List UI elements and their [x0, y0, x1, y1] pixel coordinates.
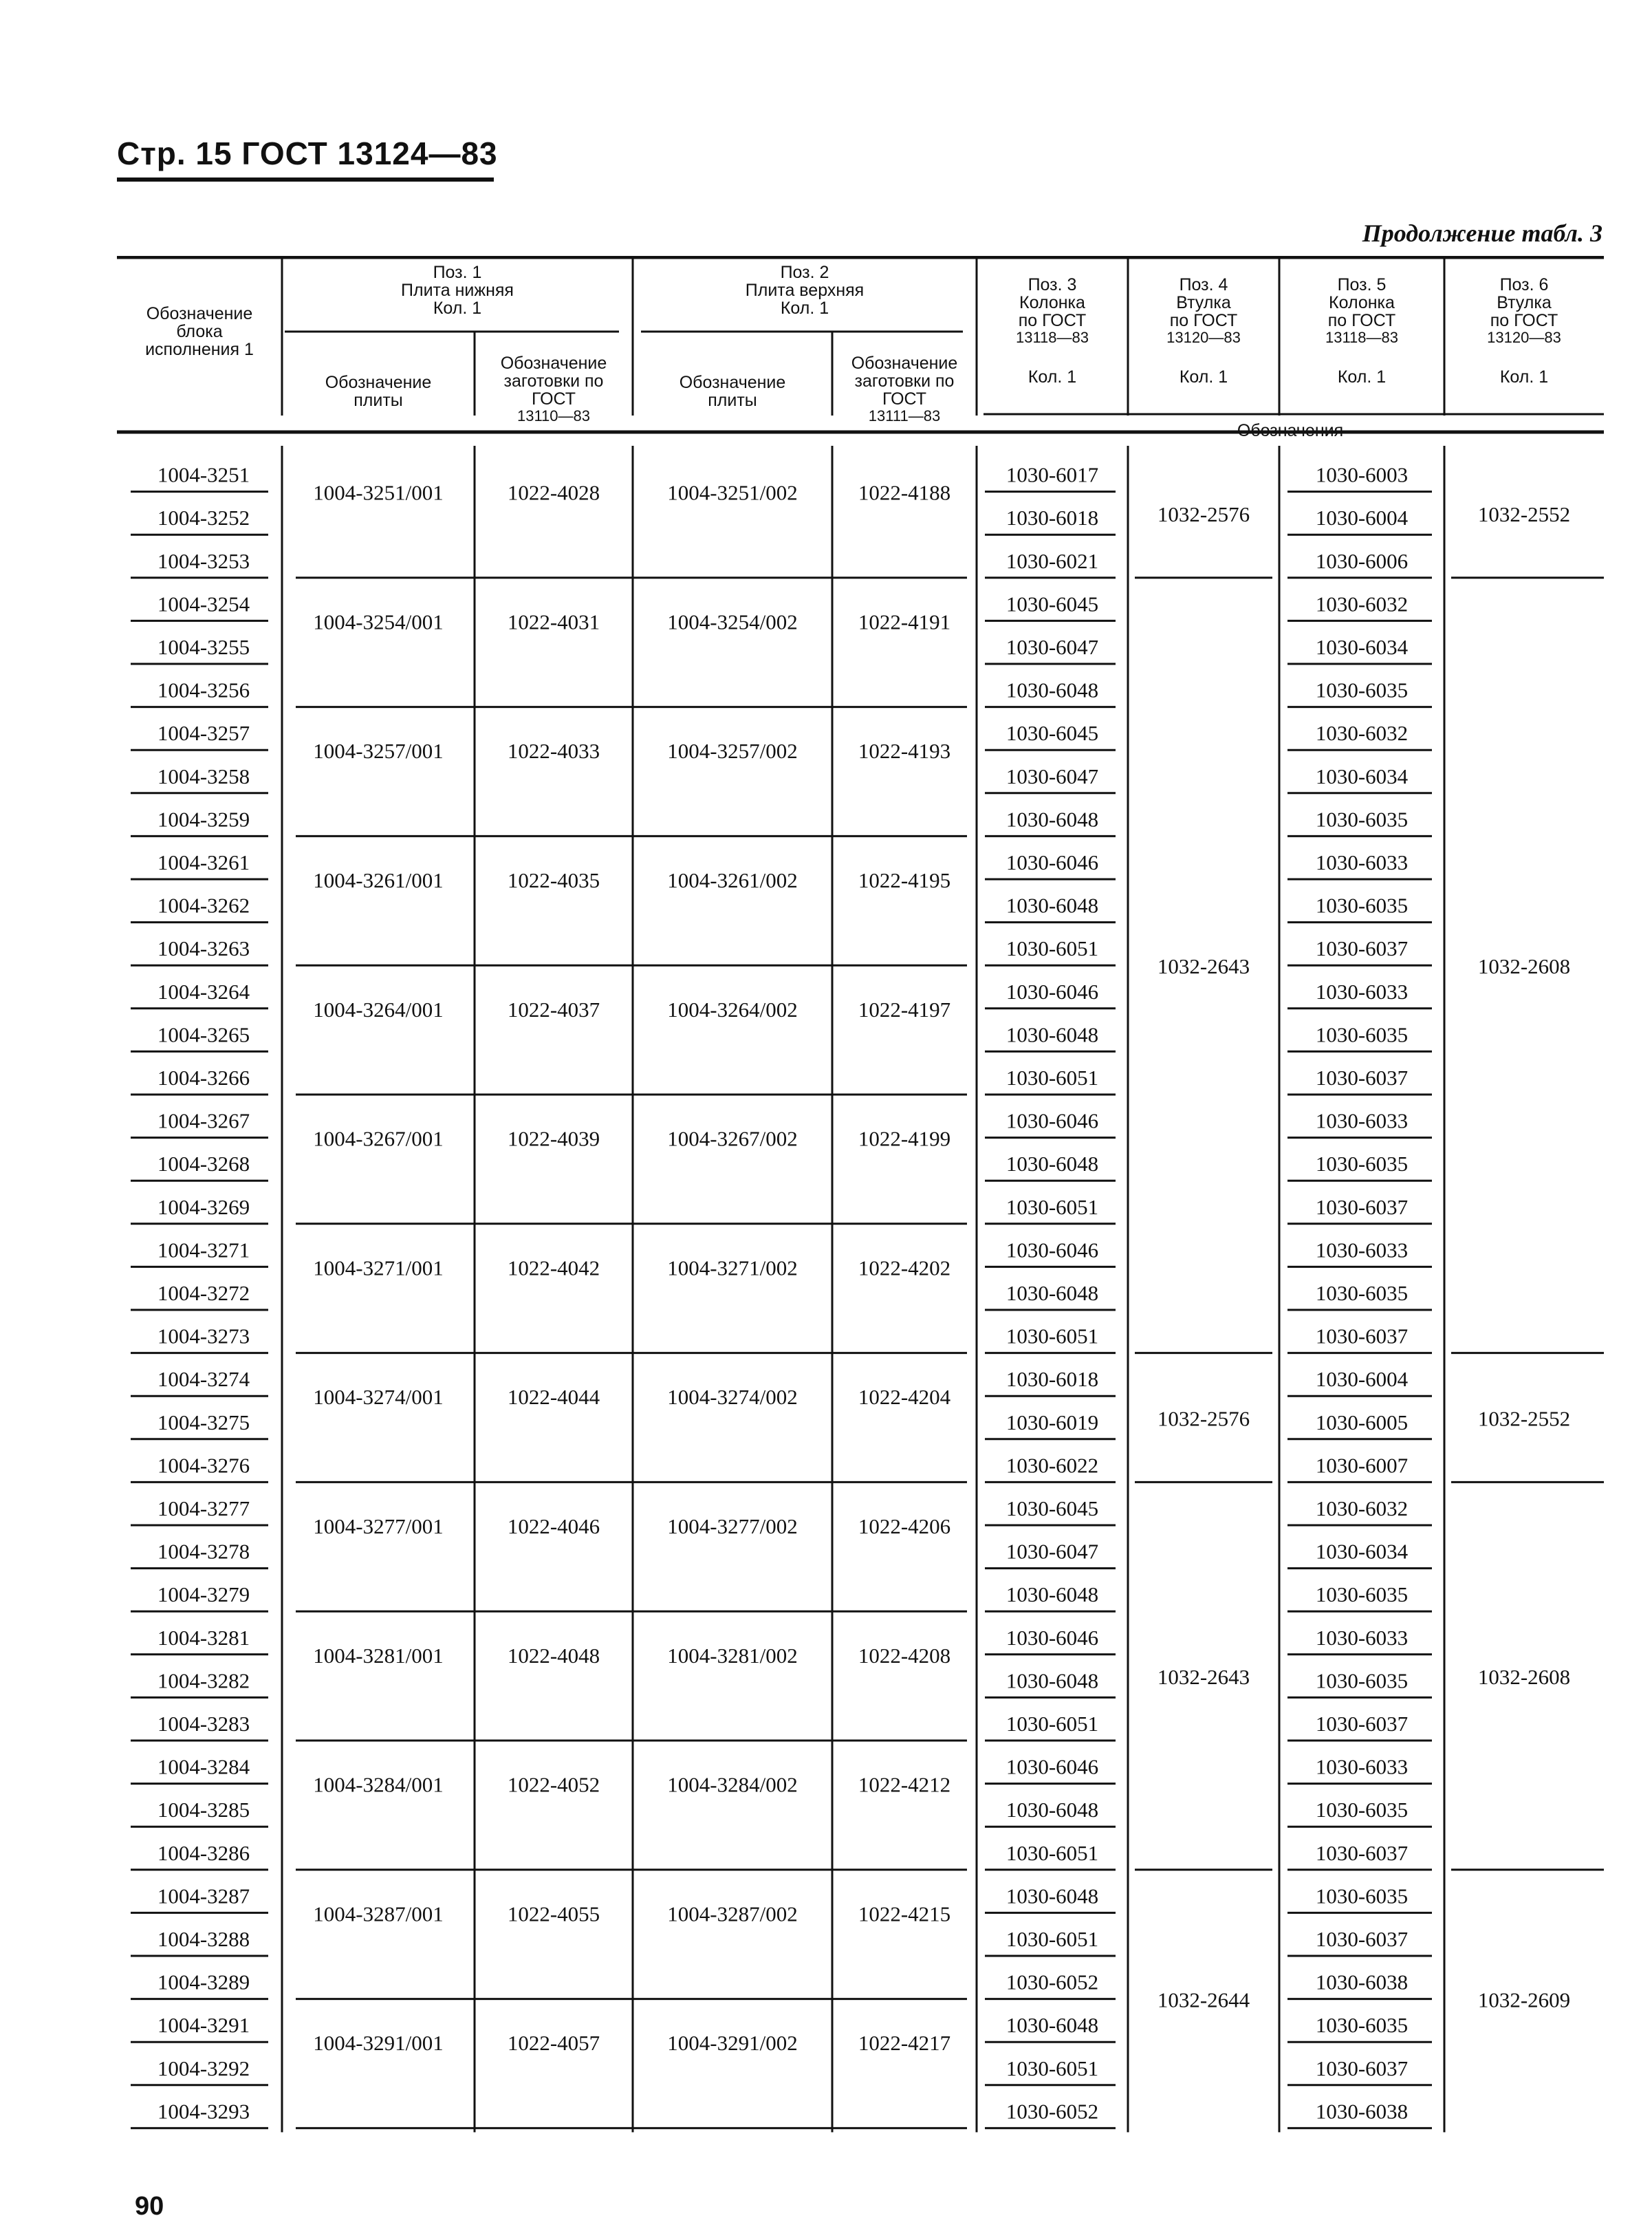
blank-lower-cell: 1022-4033	[507, 739, 600, 764]
pos3-cell: 1030-6045	[1006, 721, 1099, 746]
blank-upper-cell: 1022-4215	[858, 1902, 951, 1926]
pos5-num: 13118—83	[1325, 329, 1399, 346]
pos5-cell: 1030-6035	[1315, 2013, 1409, 2038]
pos4-cell: 1032-2644	[1157, 1988, 1250, 2012]
blank-upper-cell: 1022-4206	[858, 1514, 951, 1538]
block-cell: 1004-3287	[157, 1884, 250, 1908]
block-cell: 1004-3274	[157, 1367, 250, 1392]
block-cell: 1004-3259	[157, 807, 250, 832]
pos5-cell: 1030-6006	[1315, 548, 1409, 573]
pos5-cell: 1030-6032	[1315, 592, 1409, 616]
pos5-cell: 1030-6035	[1315, 1582, 1409, 1607]
pos5-cell: 1030-6037	[1315, 2056, 1409, 2080]
pos6-cell: 1032-2552	[1477, 502, 1571, 526]
pos2-sub1: Обозначение	[679, 373, 786, 392]
pos5-cell: 1030-6007	[1315, 1453, 1409, 1478]
block-cell: 1004-3289	[157, 1970, 250, 1994]
block-cell: 1004-3293	[157, 2099, 250, 2124]
pos6-std: по ГОСТ	[1490, 311, 1558, 330]
pos5-cell: 1030-6035	[1315, 1152, 1409, 1176]
pos5-cell: 1030-6033	[1315, 850, 1409, 874]
blank-lower-cell: 1022-4055	[507, 1902, 600, 1926]
pos4-std: по ГОСТ	[1169, 311, 1238, 330]
pos5-cell: 1030-6037	[1315, 1194, 1409, 1219]
pos3-cell: 1030-6048	[1006, 1582, 1099, 1607]
pos3-cell: 1030-6052	[1006, 2099, 1099, 2124]
plate-lower-cell: 1004-3284/001	[313, 1772, 444, 1797]
block-cell: 1004-3291	[157, 2013, 250, 2038]
blank-upper-cell: 1022-4188	[858, 480, 951, 505]
pos5-cell: 1030-6035	[1315, 807, 1409, 832]
block-cell: 1004-3271	[157, 1238, 250, 1262]
pos4-title: Поз. 4	[1179, 275, 1228, 294]
pos1-sub2: Обозначение	[500, 354, 607, 373]
pos5-title: Поз. 5	[1337, 275, 1387, 294]
blank-upper-cell: 1022-4191	[858, 610, 951, 634]
pos3-cell: 1030-6048	[1006, 1884, 1099, 1908]
blank-lower-cell: 1022-4037	[507, 997, 600, 1022]
block-cell: 1004-3257	[157, 721, 250, 746]
pos6-cell: 1032-2608	[1477, 1665, 1571, 1690]
pos5-cell: 1030-6035	[1315, 1668, 1409, 1693]
block-cell: 1004-3278	[157, 1539, 250, 1564]
pos3-cell: 1030-6046	[1006, 1625, 1099, 1650]
blank-lower-cell: 1022-4057	[507, 2031, 600, 2056]
pos5-cell: 1030-6035	[1315, 1884, 1409, 1908]
pos5-cell: 1030-6037	[1315, 1066, 1409, 1090]
pos2-sub2: Обозначение	[851, 354, 958, 373]
pos5-cell: 1030-6033	[1315, 1238, 1409, 1262]
pos5-name: Колонка	[1329, 293, 1395, 312]
pos5-cell: 1030-6035	[1315, 1798, 1409, 1822]
pos5-cell: 1030-6032	[1315, 1496, 1409, 1520]
plate-lower-cell: 1004-3281/001	[313, 1643, 444, 1668]
pos5-cell: 1030-6033	[1315, 1754, 1409, 1779]
blank-lower-cell: 1022-4044	[507, 1385, 600, 1410]
pos3-cell: 1030-6048	[1006, 1798, 1099, 1822]
pos5-cell: 1030-6034	[1315, 635, 1409, 659]
pos3-cell: 1030-6051	[1006, 1066, 1099, 1090]
block-cell: 1004-3256	[157, 678, 250, 702]
blank-upper-cell: 1022-4197	[858, 997, 951, 1022]
pos3-cell: 1030-6018	[1006, 1367, 1099, 1392]
pos5-cell: 1030-6005	[1315, 1410, 1409, 1434]
block-cell: 1004-3251	[157, 462, 250, 487]
col-header-block: исполнения 1	[145, 340, 254, 359]
pos1-sub2: 13110—83	[517, 407, 591, 424]
plate-upper-cell: 1004-3271/002	[667, 1256, 798, 1280]
pos2-sub2: 13111—83	[868, 407, 941, 424]
pos5-cell: 1030-6033	[1315, 1108, 1409, 1133]
pos2-sub1: плиты	[708, 391, 757, 410]
pos5-cell: 1030-6034	[1315, 764, 1409, 788]
pos3-cell: 1030-6051	[1006, 1927, 1099, 1951]
block-cell: 1004-3283	[157, 1712, 250, 1736]
pos3-cell: 1030-6046	[1006, 1754, 1099, 1779]
pos5-cell: 1030-6035	[1315, 1281, 1409, 1305]
block-cell: 1004-3261	[157, 850, 250, 874]
pos5-cell: 1030-6035	[1315, 678, 1409, 702]
plate-upper-cell: 1004-3267/002	[667, 1126, 798, 1151]
pos4-cell: 1032-2576	[1157, 1406, 1250, 1431]
pos3-name: Колонка	[1019, 293, 1085, 312]
pos3-cell: 1030-6048	[1006, 807, 1099, 832]
plate-upper-cell: 1004-3261/002	[667, 868, 798, 892]
block-cell: 1004-3264	[157, 979, 250, 1004]
pos6-num: 13120—83	[1487, 329, 1561, 346]
block-cell: 1004-3268	[157, 1152, 250, 1176]
pos3-cell: 1030-6046	[1006, 1238, 1099, 1262]
blank-upper-cell: 1022-4202	[858, 1256, 951, 1280]
block-cell: 1004-3273	[157, 1324, 250, 1348]
plate-lower-cell: 1004-3251/001	[313, 480, 444, 505]
blank-lower-cell: 1022-4028	[507, 480, 600, 505]
block-cell: 1004-3279	[157, 1582, 250, 1607]
block-cell: 1004-3263	[157, 936, 250, 961]
pos3-cell: 1030-6045	[1006, 1496, 1099, 1520]
pos3-cell: 1030-6019	[1006, 1410, 1099, 1434]
blank-upper-cell: 1022-4195	[858, 868, 951, 892]
pos3-cell: 1030-6048	[1006, 1281, 1099, 1305]
pos3-cell: 1030-6048	[1006, 1022, 1099, 1047]
pos1-sub1: плиты	[354, 391, 403, 410]
pos5-cell: 1030-6037	[1315, 1324, 1409, 1348]
pos3-cell: 1030-6018	[1006, 506, 1099, 530]
plate-lower-cell: 1004-3261/001	[313, 868, 444, 892]
block-cell: 1004-3281	[157, 1625, 250, 1650]
spec-table	[117, 256, 1604, 2141]
blank-lower-cell: 1022-4046	[507, 1514, 600, 1538]
pos3-cell: 1030-6051	[1006, 1712, 1099, 1736]
pos5-cell: 1030-6038	[1315, 1970, 1409, 1994]
block-cell: 1004-3265	[157, 1022, 250, 1047]
block-cell: 1004-3275	[157, 1410, 250, 1434]
pos6-qty: Кол. 1	[1499, 367, 1549, 387]
blank-lower-cell: 1022-4048	[507, 1643, 600, 1668]
pos3-title: Поз. 3	[1028, 275, 1077, 294]
plate-lower-cell: 1004-3277/001	[313, 1514, 444, 1538]
pos1-sub2: заготовки по	[503, 371, 604, 391]
pos3-cell: 1030-6017	[1006, 462, 1099, 487]
blank-upper-cell: 1022-4193	[858, 739, 951, 764]
pos6-cell: 1032-2608	[1477, 954, 1571, 979]
blank-lower-cell: 1022-4031	[507, 610, 600, 634]
pos5-std: по ГОСТ	[1327, 311, 1396, 330]
block-cell: 1004-3267	[157, 1108, 250, 1133]
pos5-cell: 1030-6037	[1315, 1840, 1409, 1865]
pos3-cell: 1030-6047	[1006, 635, 1099, 659]
block-cell: 1004-3253	[157, 548, 250, 573]
plate-upper-cell: 1004-3251/002	[667, 480, 798, 505]
pos2-sub2: ГОСТ	[882, 389, 927, 409]
plate-lower-cell: 1004-3267/001	[313, 1126, 444, 1151]
plate-upper-cell: 1004-3254/002	[667, 610, 798, 634]
pos3-cell: 1030-6048	[1006, 893, 1099, 918]
plate-lower-cell: 1004-3287/001	[313, 1902, 444, 1926]
pos3-cell: 1030-6046	[1006, 850, 1099, 874]
pos5-cell: 1030-6032	[1315, 721, 1409, 746]
block-cell: 1004-3255	[157, 635, 250, 659]
plate-lower-cell: 1004-3291/001	[313, 2031, 444, 2056]
pos3-cell: 1030-6045	[1006, 592, 1099, 616]
pos5-cell: 1030-6037	[1315, 1712, 1409, 1736]
plate-upper-cell: 1004-3281/002	[667, 1643, 798, 1668]
pos1-title: Поз. 1	[433, 263, 482, 282]
spec-table-svg	[117, 256, 1604, 2141]
pos3-cell: 1030-6048	[1006, 1152, 1099, 1176]
header-underline	[117, 177, 494, 182]
pos1-name: Плита нижняя	[401, 281, 514, 300]
block-cell: 1004-3285	[157, 1798, 250, 1822]
pos2-qty: Кол. 1	[780, 299, 829, 318]
pos1-sub2: ГОСТ	[531, 389, 576, 409]
pos6-name: Втулка	[1497, 293, 1552, 312]
plate-lower-cell: 1004-3257/001	[313, 739, 444, 764]
plate-upper-cell: 1004-3277/002	[667, 1514, 798, 1538]
col-header-block: блока	[176, 322, 223, 341]
page-header: Стр. 15 ГОСТ 13124—83	[117, 136, 498, 171]
plate-upper-cell: 1004-3264/002	[667, 997, 798, 1022]
block-cell: 1004-3292	[157, 2056, 250, 2080]
blank-upper-cell: 1022-4212	[858, 1772, 951, 1797]
blank-upper-cell: 1022-4204	[858, 1385, 951, 1410]
pos3-cell: 1030-6051	[1006, 936, 1099, 961]
pos3-cell: 1030-6051	[1006, 2056, 1099, 2080]
pos6-cell: 1032-2609	[1477, 1988, 1571, 2012]
col-header-block: Обозначение	[146, 304, 253, 323]
pos5-cell: 1030-6004	[1315, 506, 1409, 530]
pos3-cell: 1030-6051	[1006, 1194, 1099, 1219]
plate-upper-cell: 1004-3284/002	[667, 1772, 798, 1797]
pos3-std: по ГОСТ	[1018, 311, 1087, 330]
pos3-cell: 1030-6048	[1006, 1668, 1099, 1693]
pos2-sub2: заготовки по	[854, 371, 955, 391]
pos4-cell: 1032-2643	[1157, 1665, 1250, 1690]
plate-lower-cell: 1004-3254/001	[313, 610, 444, 634]
pos3-num: 13118—83	[1015, 329, 1089, 346]
block-cell: 1004-3282	[157, 1668, 250, 1693]
plate-lower-cell: 1004-3271/001	[313, 1256, 444, 1280]
blank-upper-cell: 1022-4199	[858, 1126, 951, 1151]
pos5-cell: 1030-6037	[1315, 1927, 1409, 1951]
blank-lower-cell: 1022-4052	[507, 1772, 600, 1797]
plate-upper-cell: 1004-3287/002	[667, 1902, 798, 1926]
oboznacheniya-label: Обозначения	[1237, 421, 1344, 440]
block-cell: 1004-3258	[157, 764, 250, 788]
pos3-cell: 1030-6048	[1006, 2013, 1099, 2038]
pos3-cell: 1030-6052	[1006, 1970, 1099, 1994]
blank-lower-cell: 1022-4039	[507, 1126, 600, 1151]
pos4-qty: Кол. 1	[1179, 367, 1228, 387]
pos5-cell: 1030-6037	[1315, 936, 1409, 961]
pos4-num: 13120—83	[1166, 329, 1241, 346]
pos3-cell: 1030-6021	[1006, 548, 1099, 573]
pos3-cell: 1030-6046	[1006, 979, 1099, 1004]
pos3-qty: Кол. 1	[1028, 367, 1077, 387]
pos5-cell: 1030-6035	[1315, 1022, 1409, 1047]
block-cell: 1004-3286	[157, 1840, 250, 1865]
pos5-qty: Кол. 1	[1337, 367, 1387, 387]
block-cell: 1004-3276	[157, 1453, 250, 1478]
pos1-qty: Кол. 1	[433, 299, 482, 318]
pos5-cell: 1030-6038	[1315, 2099, 1409, 2124]
pos3-cell: 1030-6051	[1006, 1840, 1099, 1865]
pos4-cell: 1032-2576	[1157, 502, 1250, 526]
blank-lower-cell: 1022-4035	[507, 868, 600, 892]
pos6-cell: 1032-2552	[1477, 1406, 1571, 1431]
pos5-cell: 1030-6003	[1315, 462, 1409, 487]
pos5-cell: 1030-6035	[1315, 893, 1409, 918]
pos3-cell: 1030-6022	[1006, 1453, 1099, 1478]
continuation-label: Продолжение табл. 3	[1362, 219, 1602, 247]
plate-upper-cell: 1004-3257/002	[667, 739, 798, 764]
pos5-cell: 1030-6033	[1315, 1625, 1409, 1650]
blank-upper-cell: 1022-4217	[858, 2031, 951, 2056]
pos5-cell: 1030-6033	[1315, 979, 1409, 1004]
plate-upper-cell: 1004-3274/002	[667, 1385, 798, 1410]
pos5-cell: 1030-6004	[1315, 1367, 1409, 1392]
block-cell: 1004-3284	[157, 1754, 250, 1779]
blank-upper-cell: 1022-4208	[858, 1643, 951, 1668]
plate-lower-cell: 1004-3264/001	[313, 997, 444, 1022]
plate-upper-cell: 1004-3291/002	[667, 2031, 798, 2056]
pos3-cell: 1030-6046	[1006, 1108, 1099, 1133]
block-cell: 1004-3288	[157, 1927, 250, 1951]
block-cell: 1004-3252	[157, 506, 250, 530]
pos2-title: Поз. 2	[780, 263, 829, 282]
plate-lower-cell: 1004-3274/001	[313, 1385, 444, 1410]
pos2-name: Плита верхняя	[745, 281, 865, 300]
pos3-cell: 1030-6048	[1006, 678, 1099, 702]
block-cell: 1004-3254	[157, 592, 250, 616]
block-cell: 1004-3272	[157, 1281, 250, 1305]
block-cell: 1004-3269	[157, 1194, 250, 1219]
pos1-sub1: Обозначение	[325, 373, 432, 392]
block-cell: 1004-3266	[157, 1066, 250, 1090]
pos5-cell: 1030-6034	[1315, 1539, 1409, 1564]
pos3-cell: 1030-6047	[1006, 1539, 1099, 1564]
block-cell: 1004-3262	[157, 893, 250, 918]
pos3-cell: 1030-6051	[1006, 1324, 1099, 1348]
pos6-title: Поз. 6	[1499, 275, 1549, 294]
block-cell: 1004-3277	[157, 1496, 250, 1520]
blank-lower-cell: 1022-4042	[507, 1256, 600, 1280]
pos4-cell: 1032-2643	[1157, 954, 1250, 979]
page-number: 90	[135, 2192, 164, 2221]
pos3-cell: 1030-6047	[1006, 764, 1099, 788]
pos4-name: Втулка	[1176, 293, 1231, 312]
